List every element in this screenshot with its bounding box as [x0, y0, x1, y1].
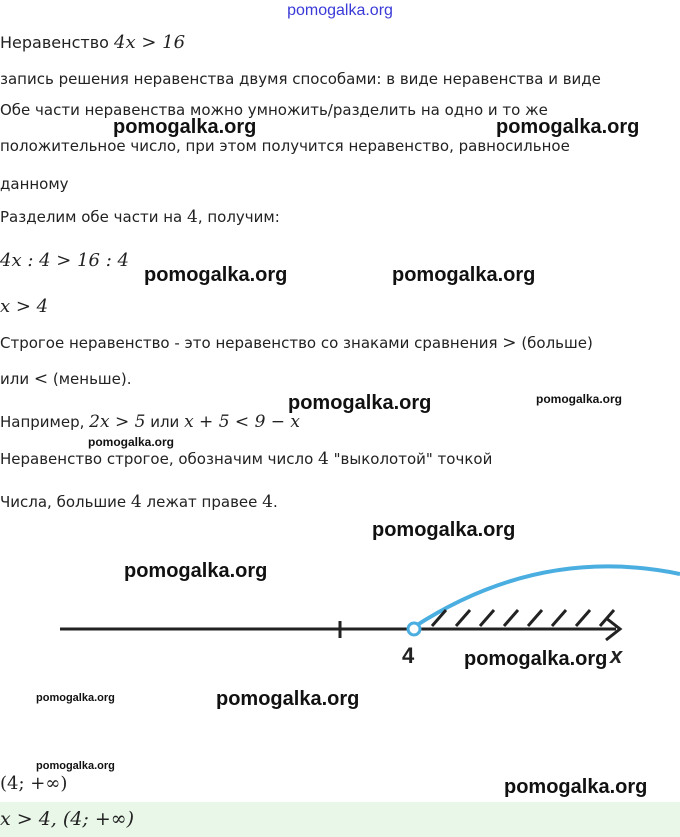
line-inequality: Неравенство 4x > 16	[0, 32, 186, 53]
watermark: pomogalka.org	[464, 648, 608, 670]
line-result: x > 4	[0, 296, 49, 317]
line-strict-definition-cont: или < (меньше).	[0, 369, 132, 389]
watermark: pomogalka.org	[536, 392, 623, 406]
watermark: pomogalka.org	[36, 760, 115, 772]
watermark: pomogalka.org	[496, 116, 640, 138]
line-numbers-right: Числа, большие 4 лежат правее 4.	[0, 492, 278, 512]
line-rule-part2: положительное число, при этом получится неравенство, равносильное	[0, 137, 570, 155]
punctured-point	[408, 623, 420, 635]
hatching	[432, 610, 614, 626]
axis-label: x	[610, 643, 623, 668]
solution-arc	[414, 566, 680, 627]
line-task-description: запись решения неравенства двумя способами: в виде неравенства и виде	[0, 70, 601, 88]
line-punctured-point: Неравенство строгое, обозначим число 4 "выколотой" точкой	[0, 449, 493, 469]
inequality-math: 4x > 16	[114, 32, 186, 53]
final-answer: x > 4, (4; +∞)	[0, 808, 134, 830]
interval-answer: (4; +∞)	[0, 773, 68, 794]
line-strict-definition: Строгое неравенство - это неравенство со знаками сравнения > (больше)	[0, 333, 593, 353]
watermark: pomogalka.org	[124, 560, 268, 582]
watermark: pomogalka.org	[372, 519, 516, 541]
watermark: pomogalka.org	[504, 776, 648, 798]
point-label: 4	[402, 643, 415, 668]
watermark: pomogalka.org	[216, 688, 360, 710]
watermark: pomogalka.org	[36, 692, 115, 704]
site-header-link[interactable]: pomogalka.org	[287, 2, 393, 19]
line-rule-part1: Обе части неравенства можно умножить/разделить на одно и то же	[0, 101, 548, 119]
final-answer-bar	[0, 802, 680, 837]
line-example: Например, 2x > 5 или x + 5 < 9 − x	[0, 412, 301, 432]
line-rule-part3: данному	[0, 175, 69, 193]
line-divide: Разделим обе части на 4, получим:	[0, 207, 280, 227]
watermark: pomogalka.org	[144, 264, 288, 286]
watermark: pomogalka.org	[88, 435, 175, 449]
watermark: pomogalka.org	[288, 392, 432, 414]
line-division-expression: 4x : 4 > 16 : 4	[0, 250, 129, 271]
watermark: pomogalka.org	[392, 264, 536, 286]
watermark: pomogalka.org	[113, 116, 257, 138]
